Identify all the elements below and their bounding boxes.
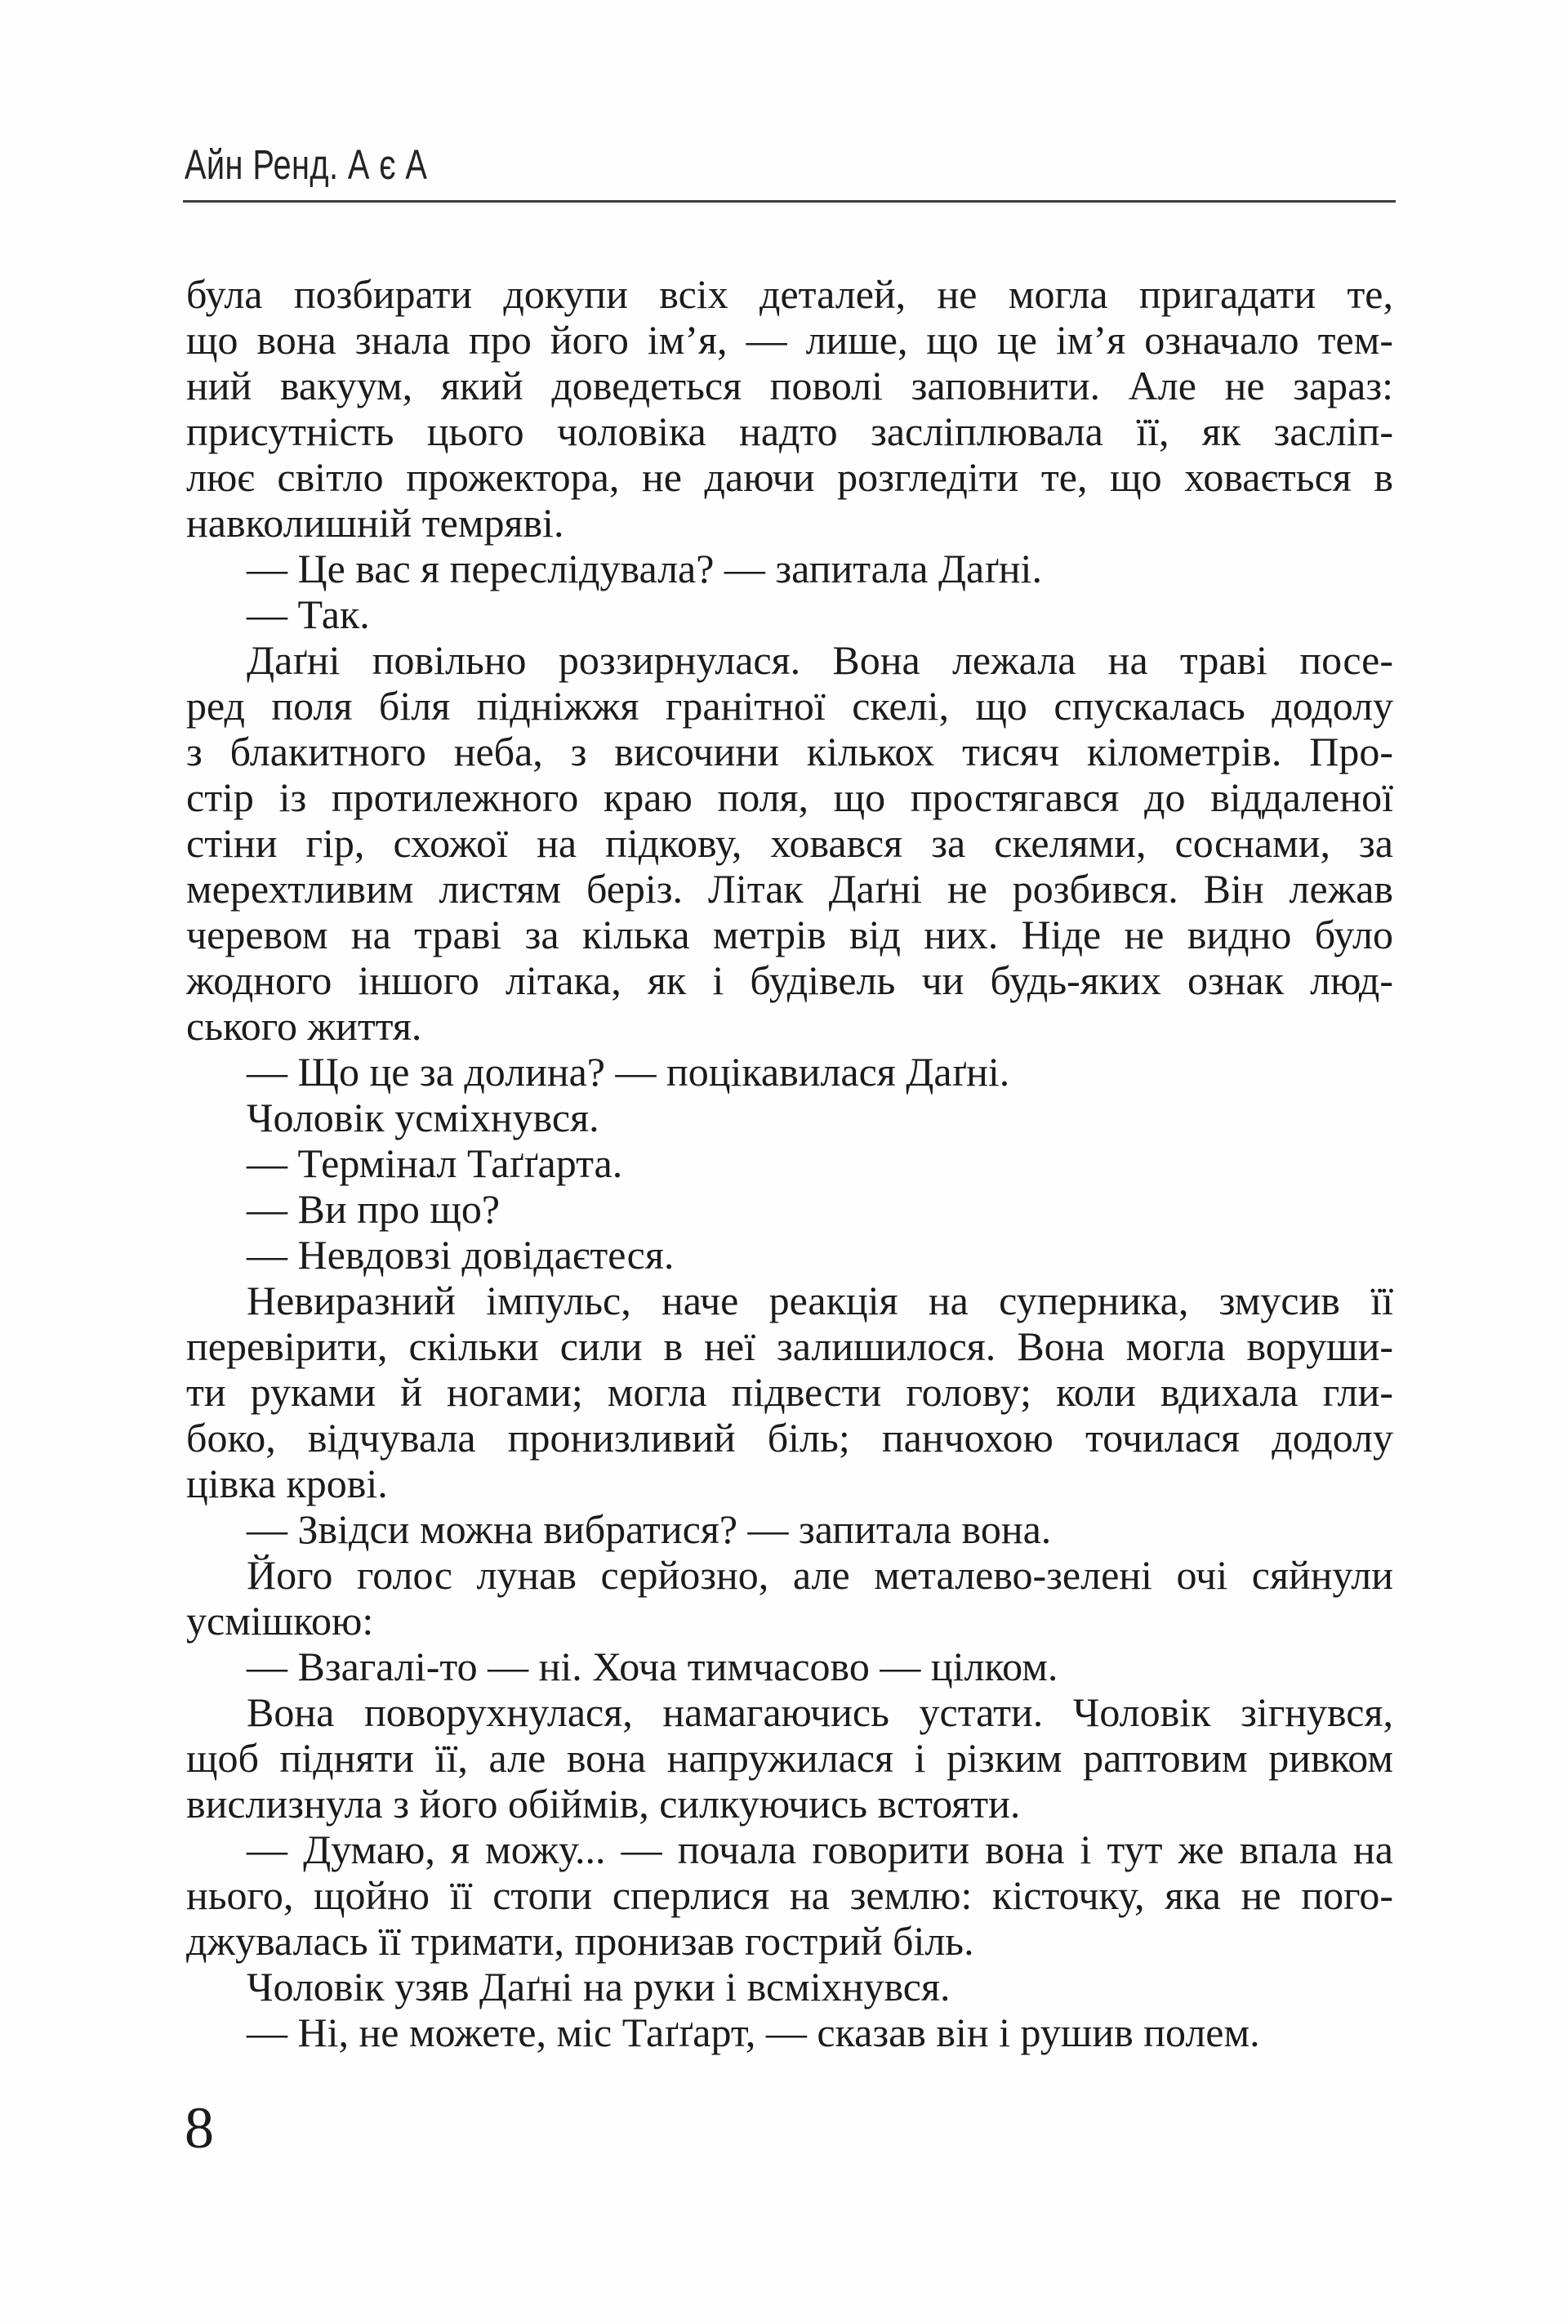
text-line: присутність цього чоловіка надто засліплювала її, як засліп-: [186, 408, 1393, 454]
text-line: ти руками й ногами; могла підвести голову; коли вдихала гли-: [186, 1369, 1393, 1415]
text-line: ред поля біля підніжжя гранітної скелі, що спускалась додолу: [186, 683, 1393, 729]
text-line: лює світло прожектора, не даючи розгледіти те, що ховається в: [186, 454, 1393, 500]
text-line: цівка крові.: [186, 1461, 388, 1506]
text-line: стіни гір, схожої на підкову, ховався за скелями, соснами, за: [186, 820, 1393, 866]
text-line: ний вакуум, який доведеться поволі заповнити. Але не зараз:: [186, 363, 1393, 408]
text-line: Чоловік узяв Даґні на руки і всміхнувся.: [247, 1964, 951, 2010]
text-line: — Взагалі-то — ні. Хоча тимчасово — цілком.: [247, 1644, 1058, 1689]
running-header: [185, 141, 496, 188]
text-line: жодного іншого літака, як і будівель чи будь-яких ознак люд-: [186, 957, 1393, 1003]
page-number: 8: [185, 2095, 214, 2161]
text-line: — Термінал Таґґарта.: [247, 1140, 623, 1186]
header-rule: [183, 200, 1396, 203]
text-line: Чоловік усміхнувся.: [247, 1095, 599, 1140]
text-line: навколишній темряві.: [186, 500, 564, 546]
text-line: нього, щойно її стопи сперлися на землю: кісточку, яка не пого-: [186, 1872, 1393, 1918]
text-line: джувалась її тримати, пронизав гострий біль.: [186, 1918, 974, 1964]
text-line: перевірити, скільки сили в неї залишилося. Вона могла воруши-: [186, 1323, 1393, 1369]
text-line: була позбирати докупи всіх деталей, не могла пригадати те,: [186, 271, 1393, 317]
text-line: — Думаю, я можу... — почала говорити вона і тут же впала на: [247, 1827, 1393, 1872]
text-line: Даґні повільно роззирнулася. Вона лежала на траві посе-: [247, 637, 1393, 683]
text-line: боко, відчувала пронизливий біль; панчохою точилася додолу: [186, 1415, 1393, 1461]
text-line: — Це вас я переслідувала? — запитала Даґні.: [247, 546, 1042, 591]
text-line: Невиразний імпульс, наче реакція на суперника, змусив її: [247, 1278, 1393, 1323]
text-line: — Так.: [247, 591, 370, 637]
text-line: стір із протилежного краю поля, що простягався до віддаленої: [186, 774, 1393, 820]
text-line: щоб підняти її, але вона напружилася і різким раптовим ривком: [186, 1735, 1393, 1781]
text-line: — Що це за долина? — поцікавилася Даґні.: [247, 1049, 1010, 1095]
text-line: з блакитного неба, з височини кількох тисяч кілометрів. Про-: [186, 729, 1393, 774]
text-line: черевом на траві за кілька метрів від них. Ніде не видно було: [186, 912, 1393, 957]
text-line: мерехтливим листям беріз. Літак Даґні не розбився. Він лежав: [186, 866, 1393, 912]
text-line: усмішкою:: [186, 1598, 374, 1644]
running-header-title: Айн Ренд. А є А: [185, 141, 428, 188]
text-line: — Ви про що?: [247, 1186, 501, 1232]
body-text: [186, 271, 1393, 2055]
text-line: — Ні, не можете, міс Таґґарт, — сказав він і рушив полем.: [247, 2010, 1260, 2055]
text-line: вислизнула з його обіймів, силкуючись встояти.: [186, 1781, 1021, 1827]
text-line: Його голос лунав серйозно, але металево-зелені очі сяйнули: [247, 1552, 1393, 1598]
text-line: — Звідси можна вибратися? — запитала вона.: [247, 1506, 1052, 1552]
text-line: Вона поворухнулася, намагаючись устати. Чоловік зігнувся,: [247, 1689, 1393, 1735]
text-line: що вона знала про його ім’я, — лише, що це ім’я означало тем-: [186, 317, 1393, 363]
text-line: ського життя.: [186, 1003, 422, 1049]
text-line: — Невдовзі довідаєтеся.: [247, 1232, 675, 1278]
